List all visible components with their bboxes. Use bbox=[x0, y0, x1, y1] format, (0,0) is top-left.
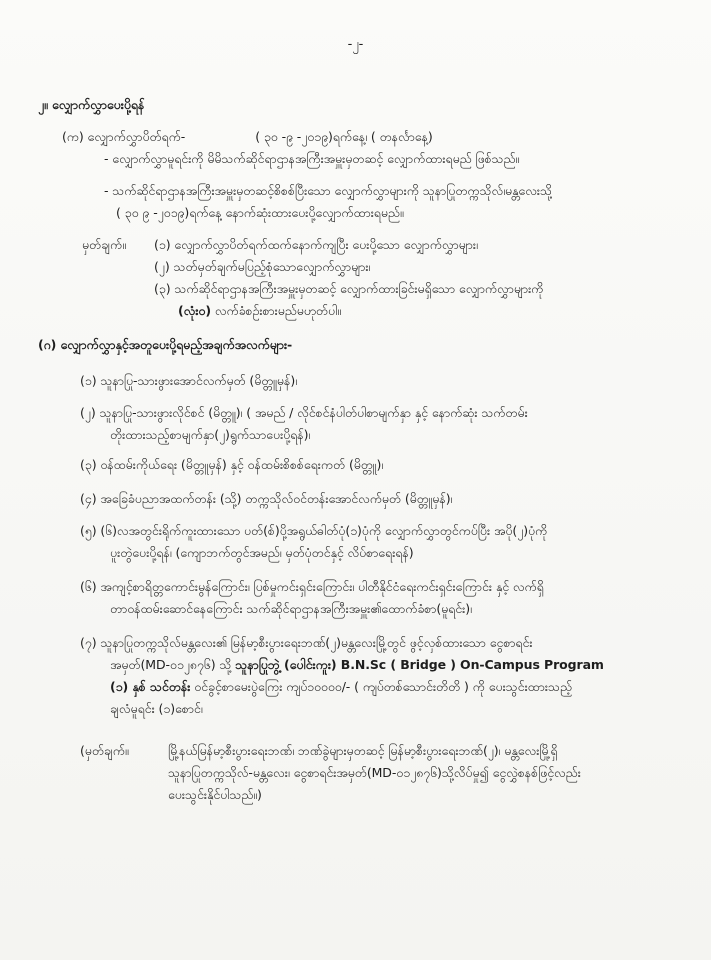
footnote-line: ပေးသွင်းနိုင်ပါသည်။) bbox=[168, 787, 262, 802]
emphasis-text: (လုံး၀) bbox=[178, 303, 211, 318]
list-item: (၃) ၀န်ထမ်းကိုယ်ရေး (မိတ္တူမှန်) နှင့် ၀န်ထမ်းစိစစ်ရေးကတ် (မိတ္တူ)၊ bbox=[80, 457, 384, 472]
note-text: လက်ခံစဉ်းစားမည်မဟုတ်ပါ။ bbox=[214, 303, 341, 318]
list-item-continued: တာဝန်ထမ်းဆောင်နေကြောင်း သက်ဆိုင်ရာဌာနအကြီးအမှူး၏ထောက်ခံစာ(မူရင်း)၊ bbox=[110, 601, 472, 616]
section-ga-heading: (ဂ) လျှောက်လွှာနှင့်အတူပေးပို့ရမည့်အချက်အလက်များ- bbox=[38, 337, 293, 352]
item-text: ဝင်ခွင့်စာမေးပွဲကြေး ကျပ်၁၀၀၀၀/- ( ကျပ်တစ်သောင်းတိတိ ) ကို ပေးသွင်းထားသည့် bbox=[194, 679, 572, 694]
note-label: မှတ်ချက်။ bbox=[82, 237, 126, 252]
program-name: သူနာပြုဘွဲ့ (ပေါင်းကူး) B.N.Sc ( Bridge ) On-Campus Program bbox=[235, 657, 604, 672]
list-item-continued: တိုးထားသည့်စာမျက်နှာ(၂)ရွက်သာပေးပို့ရန်)၊ bbox=[110, 427, 311, 442]
footnote-label: (မှတ်ချက်။ bbox=[80, 743, 129, 758]
list-item-continued bbox=[110, 678, 572, 696]
instruction-line: - လျှောက်လွှာမူရင်းကို မိမိသက်ဆိုင်ရာဌာနအကြီးအမှူးမှတဆင့် လျှောက်ထားရမည် ဖြစ်သည်။ bbox=[104, 151, 520, 166]
note-item: (၂) သတ်မှတ်ချက်မပြည့်စုံသောလျှောက်လွှာများ၊ bbox=[154, 259, 371, 274]
list-item: (၇) သူနာပြုတက္ကသိုလ်မန္တလေး၏ မြန်မာ့စီးပွားရေးဘဏ်(၂)မန္တလေးမြို့တွင် ဖွင့်လှစ်ထားသော ငွေစာရင်း bbox=[80, 635, 533, 650]
footnote-line: မြို့နယ်မြန်မာ့စီးပွားရေးဘဏ်၊ ဘဏ်ခွဲများမှတဆင့် မြန်မာ့စီးပွားရေးဘဏ်(၂)၊ မန္တလေးမြို့ရှိ bbox=[168, 743, 558, 758]
list-item: (၁) သူနာပြု-သားဖွားအောင်လက်မှတ် (မိတ္တူမှန်)၊ bbox=[80, 373, 297, 388]
note-item-continued bbox=[178, 302, 341, 320]
instruction-line: ( ၃၀ ၉ -၂၀၁၉)ရက်နေ့ နောက်ဆုံးထားပေးပို့လျှောက်ထားရမည်။ bbox=[116, 205, 404, 220]
list-item-continued: ချလံမူရင်း (၁)စောင်၊ bbox=[110, 701, 203, 716]
list-item: (၂) သူနာပြု-သားဖွားလိုင်စင် (မိတ္တူ)၊ ( အမည် / လိုင်စင်နံပါတ်ပါစာမျက်နှာ နှင့် နောက်ဆုံး သက်တမ်း bbox=[80, 405, 528, 420]
page-number: -၂- bbox=[347, 37, 364, 52]
instruction-line: - သက်ဆိုင်ရာဌာနအကြီးအမှူးမှတဆင့်စိစစ်ပြီးသော လျှောက်လွှာများကို သူနာပြုတက္ကသိုလ်၊မန္တလေးသို့ bbox=[104, 183, 552, 198]
list-item: (၆) အကျင့်စာရိတ္တကောင်းမွန်ကြောင်း၊ ပြစ်မှုကင်းရှင်းကြောင်း၊ ပါတီနိုင်ငံရေးကင်းရှင်းကြောင်း နှင့် လက်ရှိ bbox=[80, 579, 544, 594]
list-item: (၅) (၆)လအတွင်းရိုက်ကူးထားသော ပတ်(စ်)ပို့အရွယ်ဓါတ်ပုံ(၁)ပုံကို လျှောက်လွှာတွင်ကပ်ပြီး အပို(၂)ပုံကို bbox=[80, 523, 548, 538]
section-2-heading: ၂။ လျှောက်လွှာပေးပို့ရန် bbox=[38, 97, 145, 112]
list-item-continued bbox=[110, 656, 604, 674]
list-item: (၄) အခြေခံပညာအထက်တန်း (သို့) တက္ကသိုလ်ဝင်တန်းအောင်လက်မှတ် (မိတ္တူမှန်)၊ bbox=[80, 491, 453, 506]
course-duration: (၁) နှစ် သင်တန်း bbox=[110, 679, 191, 694]
closing-date-label: (က) လျှောက်လွှာပိတ်ရက်- bbox=[62, 129, 186, 144]
item-text: အမှတ်(MD-၀၁၂၈၇၆) သို့ bbox=[110, 657, 232, 672]
note-item: (၁) လျှောက်လွှာပိတ်ရက်ထက်နောက်ကျပြီး ပေးပို့သော လျှောက်လွှာများ၊ bbox=[154, 237, 478, 252]
note-item: (၃) သက်ဆိုင်ရာဌာနအကြီးအမှူးမှတဆင့် လျှောက်ထားခြင်းမရှိသော လျှောက်လွှာများကို bbox=[154, 281, 544, 296]
footnote-line: သူနာပြုတက္ကသိုလ်-မန္တလေး၊ ငွေစာရင်းအမှတ်(MD-၀၁၂၈၇၆)သို့လိပ်မှု၍ ငွေလွှဲစနစ်ဖြင့်လည်း bbox=[168, 765, 581, 780]
closing-date-row bbox=[62, 128, 433, 146]
list-item-continued: ပူးတွဲပေးပို့ရန်၊ (ကျောဘက်တွင်အမည်၊ မှတ်ပုံတင်နှင့် လိပ်စာရေးရန်) bbox=[110, 545, 414, 560]
closing-date-value: ( ၃၀ -၉ -၂၀၁၉)ရက်နေ့၊ ( တနင်္လာနေ့) bbox=[255, 129, 433, 144]
